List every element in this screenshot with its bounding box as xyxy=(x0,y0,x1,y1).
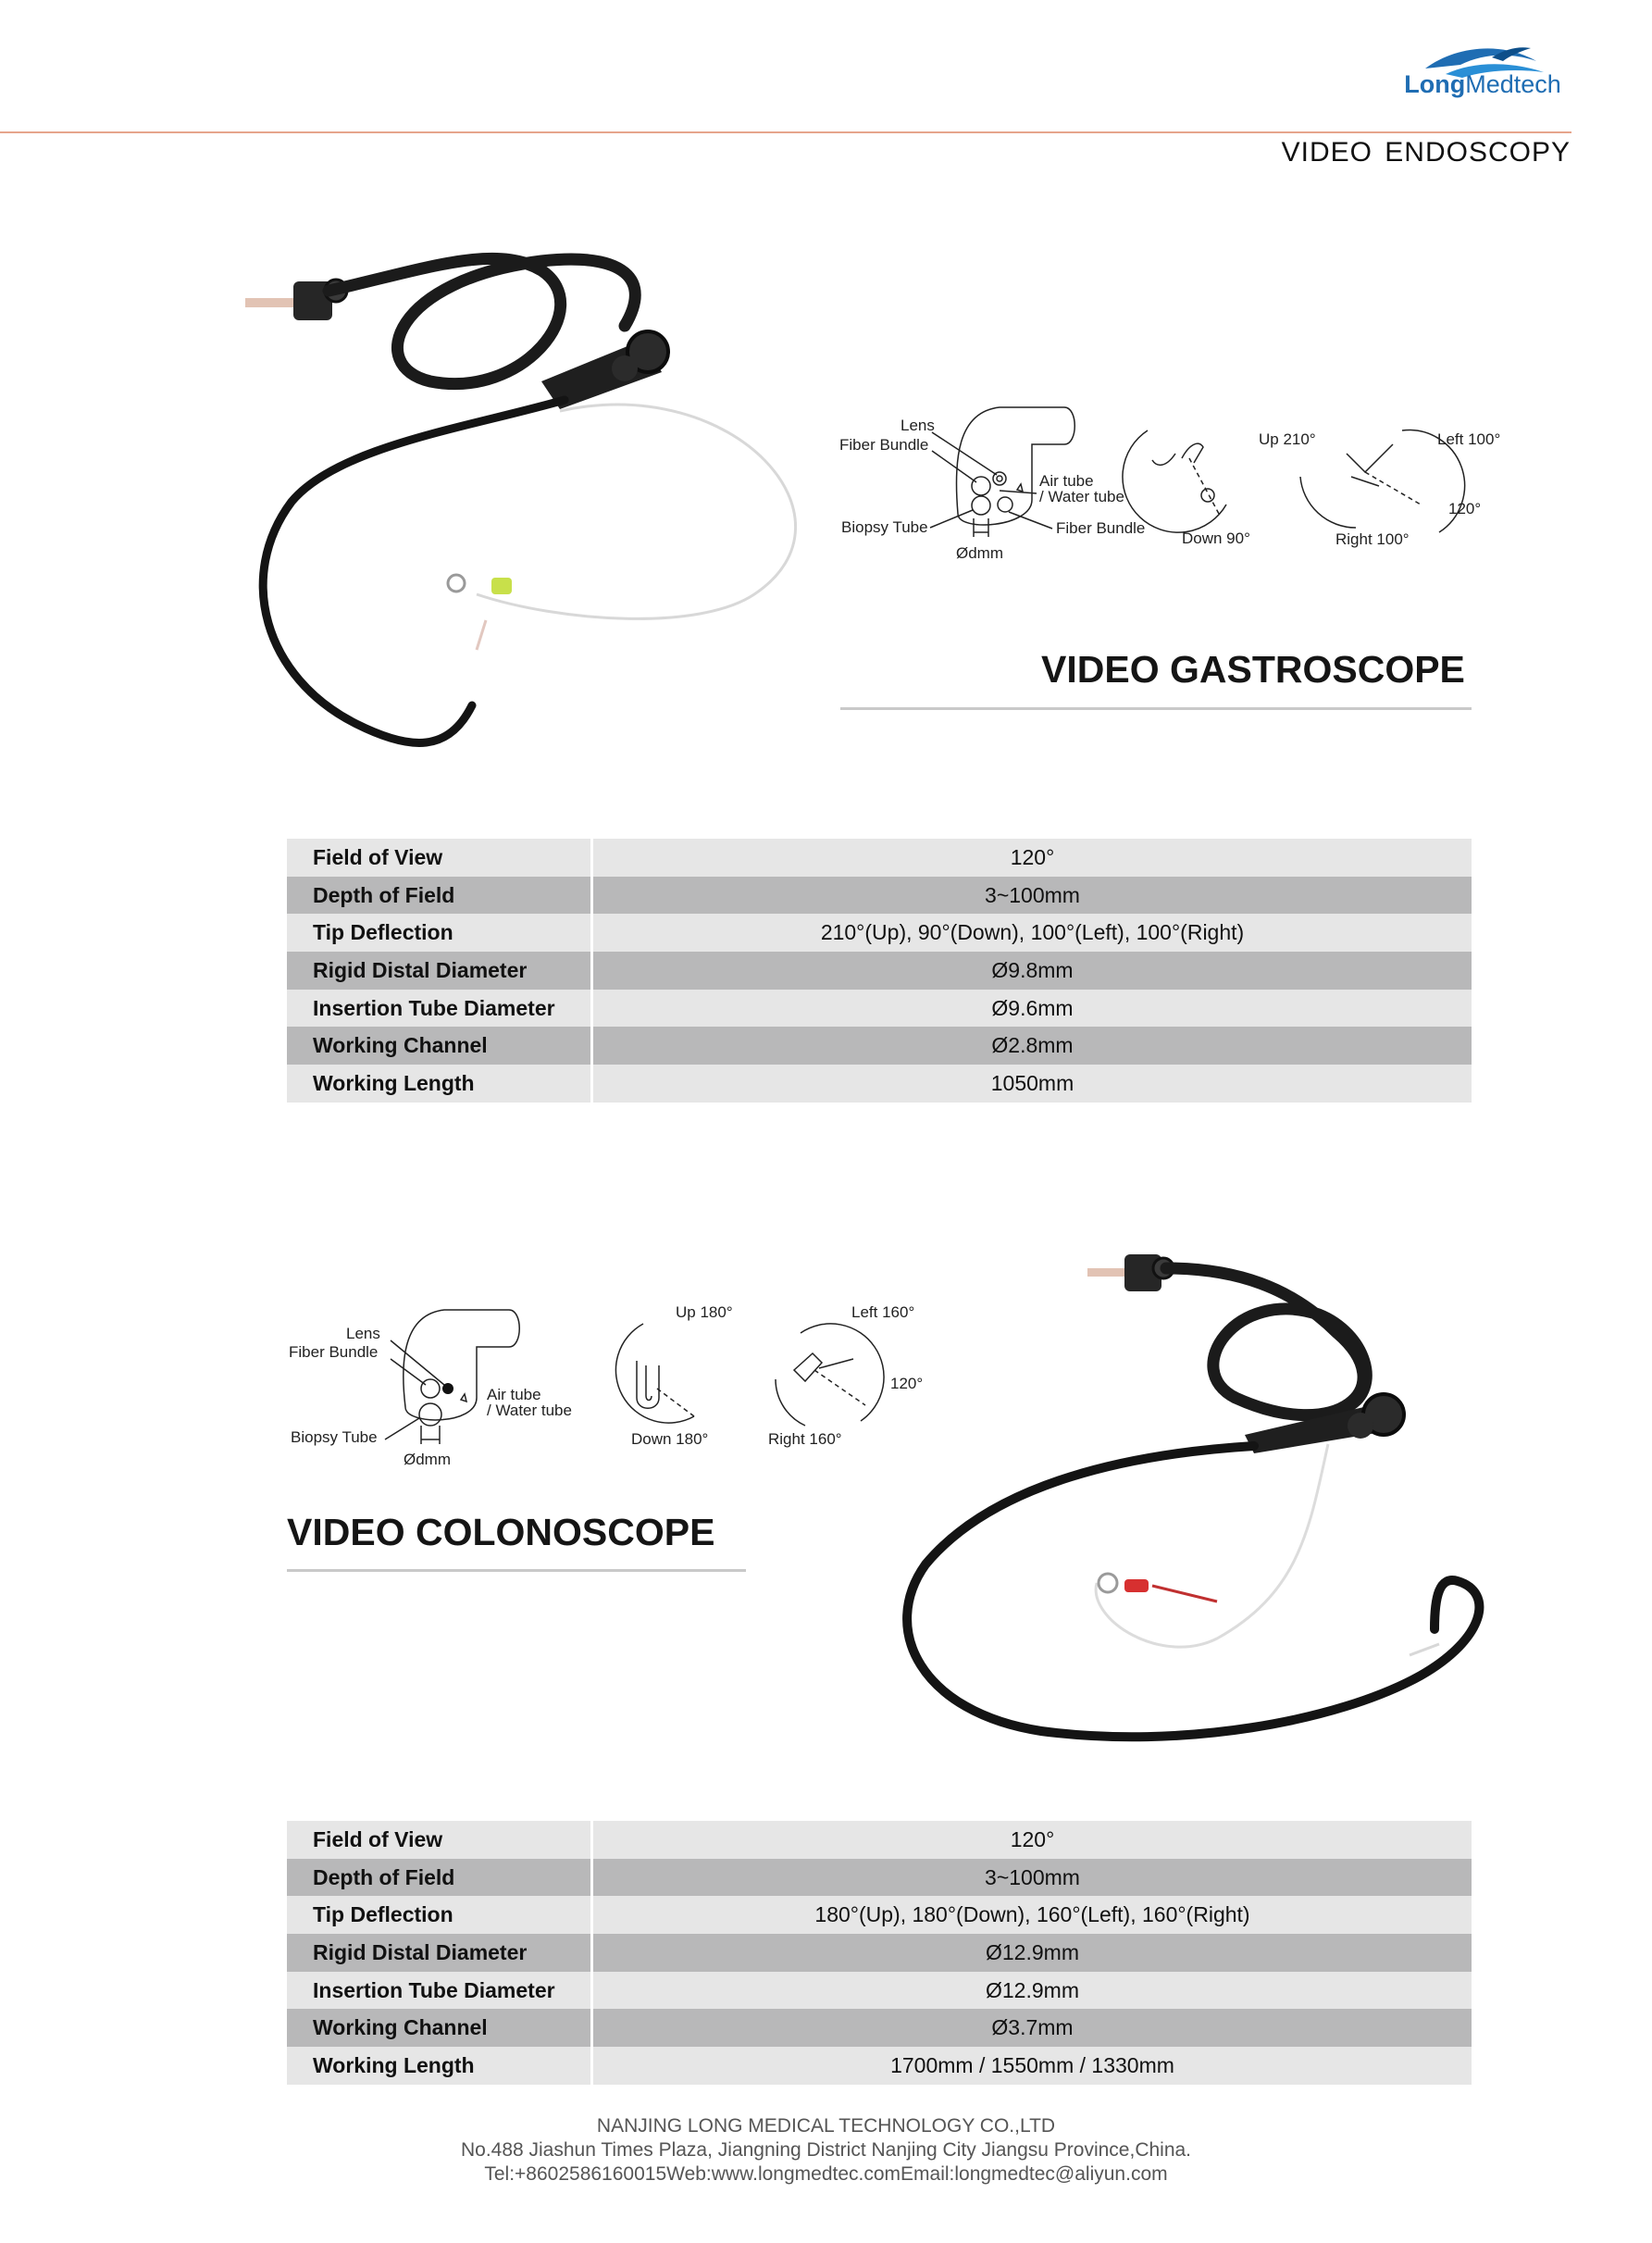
brush-handle xyxy=(491,578,512,594)
spec-value: Ø12.9mm xyxy=(986,1977,1079,2002)
colonoscope-tip-diagram xyxy=(287,1296,953,1481)
spec-label: Field of View xyxy=(313,1827,443,1851)
colonoscope-spec-table xyxy=(287,1821,1472,2085)
spec-value: Ø9.6mm xyxy=(991,995,1074,1020)
footer-contact: Tel:+8602586160015Web:www.longmedtec.comEmail:longmedtec@aliyun.com xyxy=(484,2163,1168,2185)
spec-value: 1050mm xyxy=(990,1071,1074,1096)
label-view-angle: 120° xyxy=(890,1375,924,1392)
label-biopsy-tube: Biopsy Tube xyxy=(841,518,928,536)
spec-row xyxy=(287,877,1472,915)
logo-text-bold: Long xyxy=(1404,70,1466,98)
label-lens: Lens xyxy=(901,417,935,434)
footer-company: NANJING LONG MEDICAL TECHNOLOGY CO.,LTD xyxy=(596,2115,1056,2137)
gastroscope-tip-diagram xyxy=(838,393,1522,579)
spec-label: Working Length xyxy=(313,2053,475,2078)
logo-text-rest: Medtech xyxy=(1465,70,1561,98)
spec-label: Rigid Distal Diameter xyxy=(313,958,528,983)
footer-address: No.488 Jiashun Times Plaza, Jiangning District Nanjing City Jiangsu Province,China. xyxy=(460,2139,1192,2161)
spec-row xyxy=(287,1065,1472,1103)
label-right: Right 160° xyxy=(768,1430,842,1448)
label-lens: Lens xyxy=(346,1325,380,1342)
spec-row xyxy=(287,952,1472,990)
spec-row xyxy=(287,914,1472,952)
spec-label: Working Channel xyxy=(313,1033,488,1058)
spec-label: Field of View xyxy=(313,845,443,869)
label-view-angle: 120° xyxy=(1448,500,1482,517)
spec-value: 180°(Up), 180°(Down), 160°(Left), 160°(Right) xyxy=(814,1902,1250,1927)
gastroscope-image xyxy=(236,243,828,798)
footer xyxy=(0,2114,1652,2187)
label-diameter: Ødmm xyxy=(956,544,1003,562)
insertion-tube xyxy=(263,400,565,742)
label-diameter: Ødmm xyxy=(404,1451,451,1468)
cleaning-brush xyxy=(477,405,796,618)
spec-row xyxy=(287,1896,1472,1934)
label-fiber-bundle-top: Fiber Bundle xyxy=(839,436,929,454)
spec-row xyxy=(287,2009,1472,2047)
spec-value: Ø2.8mm xyxy=(991,1033,1074,1058)
umbilical-cable xyxy=(1166,1268,1366,1415)
spec-row xyxy=(287,1027,1472,1065)
label-biopsy-tube: Biopsy Tube xyxy=(291,1428,378,1446)
spec-label: Depth of Field xyxy=(313,1864,455,1889)
spec-label: Tip Deflection xyxy=(313,1902,453,1927)
spec-value: Ø12.9mm xyxy=(986,1940,1079,1965)
spec-value: 120° xyxy=(1010,845,1055,869)
spec-value: Ø3.7mm xyxy=(991,2015,1074,2040)
colonoscope-image xyxy=(902,1231,1495,1787)
spec-value: 3~100mm xyxy=(985,882,1080,907)
spec-value: 210°(Up), 90°(Down), 100°(Left), 100°(Right) xyxy=(820,920,1245,945)
label-water-tube: / Water tube xyxy=(487,1402,572,1419)
spec-label: Insertion Tube Diameter xyxy=(313,1977,555,2002)
insertion-tube xyxy=(907,1446,1479,1737)
spec-label: Depth of Field xyxy=(313,882,455,907)
spec-label: Tip Deflection xyxy=(313,920,453,945)
label-fiber-bundle-bottom: Fiber Bundle xyxy=(1056,519,1146,537)
spec-label: Rigid Distal Diameter xyxy=(313,1940,528,1965)
label-left: Left 100° xyxy=(1437,430,1501,448)
header-divider xyxy=(0,131,1571,133)
label-down: Down 180° xyxy=(631,1430,709,1448)
section-title: VIDEO ENDOSCOPY xyxy=(1281,137,1571,168)
spec-row xyxy=(287,2047,1472,2085)
spec-row xyxy=(287,839,1472,877)
spec-value: 3~100mm xyxy=(985,1864,1080,1889)
logo-text xyxy=(1381,70,1584,99)
label-left: Left 160° xyxy=(851,1303,915,1321)
colonoscope-title: VIDEO COLONOSCOPE xyxy=(287,1511,715,1553)
label-down: Down 90° xyxy=(1182,530,1250,547)
gastroscope-title: VIDEO GASTROSCOPE xyxy=(1041,648,1465,691)
label-up: Up 180° xyxy=(676,1303,733,1321)
cleaning-brush xyxy=(1096,1444,1328,1647)
label-fiber-bundle: Fiber Bundle xyxy=(289,1343,379,1361)
spec-label: Insertion Tube Diameter xyxy=(313,995,555,1020)
spec-label: Working Channel xyxy=(313,2015,488,2040)
spec-row xyxy=(287,1934,1472,1972)
label-water-tube: / Water tube xyxy=(1039,488,1124,505)
brush-handle xyxy=(1124,1579,1149,1592)
spec-label: Working Length xyxy=(313,1071,475,1096)
label-right: Right 100° xyxy=(1335,530,1410,548)
spec-value: Ø9.8mm xyxy=(991,958,1074,983)
connector-plug xyxy=(245,298,301,307)
spec-row xyxy=(287,1972,1472,2010)
spec-row xyxy=(287,990,1472,1028)
spec-row xyxy=(287,1821,1472,1859)
spec-value: 120° xyxy=(1010,1827,1055,1851)
label-up: Up 210° xyxy=(1259,430,1316,448)
label-air-tube: Air tube xyxy=(1039,472,1094,490)
spec-value: 1700mm / 1550mm / 1330mm xyxy=(890,2053,1174,2078)
gastroscope-spec-table xyxy=(287,839,1472,1103)
gastroscope-title-rule xyxy=(840,707,1472,710)
spec-row xyxy=(287,1859,1472,1897)
colonoscope-title-rule xyxy=(287,1569,746,1572)
label-air-tube: Air tube xyxy=(487,1386,541,1403)
